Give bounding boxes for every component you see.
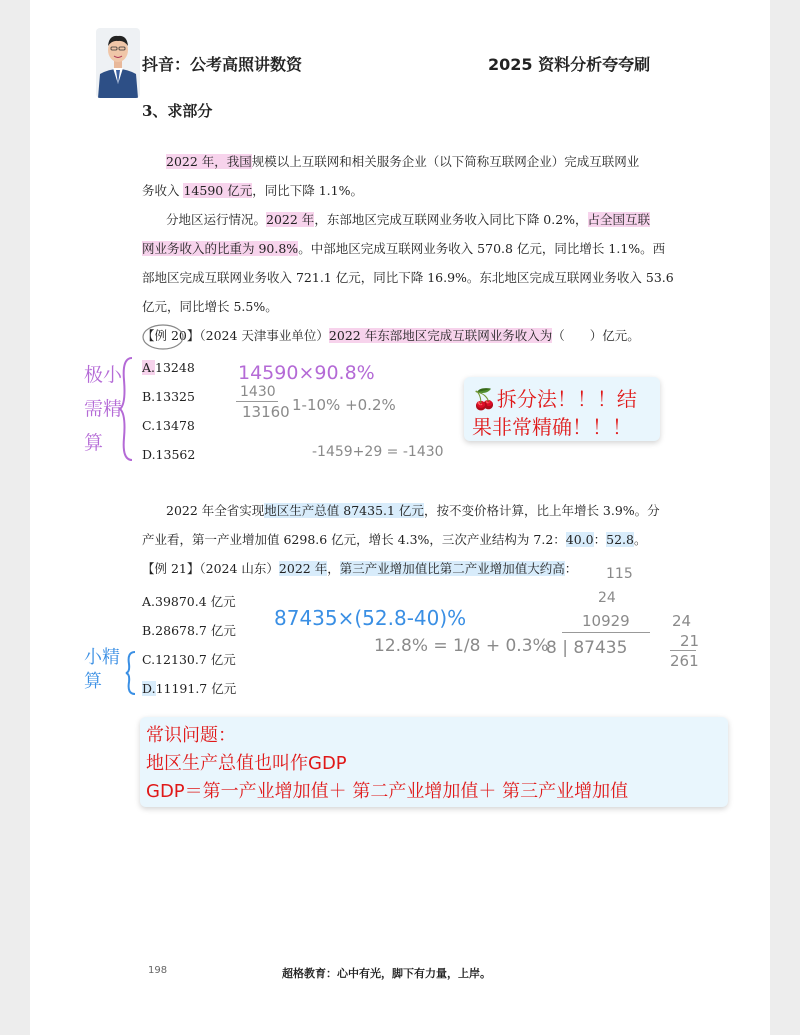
handwriting-calc-6: 87435×(52.8-40)% (274, 606, 467, 630)
passage2-line2 (142, 526, 647, 554)
highlight: 2022 年 (278, 561, 328, 576)
note1-line1: 🍒拆分法！！！结 (472, 387, 637, 411)
highlight: 14590 亿元 (183, 183, 253, 198)
circle-mark (140, 322, 190, 352)
handwriting-calc-5: -1459+29 = -1430 (312, 444, 444, 460)
passage1-line5: 部地区完成互联网业务收入 721.1 亿元，同比下降 16.9%。东北地区完成互联网业务收入 53.6 (142, 270, 674, 285)
note2-line3: GDP＝第一产业增加值＋ 第二产业增加值＋ 第三产业增加值 (146, 781, 629, 802)
text: 务收入 (142, 183, 184, 198)
text: （ ）亿元。 (552, 328, 640, 343)
text: 。中部地区完成互联网业务收入 570.8 亿元，同比增长 1.1%。西 (298, 241, 666, 256)
handwriting-side-note-1: 极小需精算 (84, 364, 123, 454)
handwriting-div-quotient: 10929 (582, 612, 630, 630)
underline (670, 650, 696, 651)
text: 13248 (155, 360, 195, 375)
text: 规模以上互联网和相关服务企业（以下简称互联网企业）完成互联网业 (251, 154, 640, 169)
highlight: 2022 年 (266, 212, 315, 227)
highlight: 2022 年东部地区完成互联网业务收入为 (328, 328, 553, 343)
author-avatar (96, 28, 140, 98)
answer-highlight: D. (142, 681, 156, 696)
passage1-line3 (166, 206, 650, 234)
passage1-line6: 亿元，同比增长 5.5%。 (142, 299, 278, 314)
note2-line2: 地区生产总值也叫作GDP (146, 753, 347, 774)
section-title: 3、求部分 (142, 102, 213, 120)
text: ： (564, 561, 578, 576)
highlight: 网业务收入的比重为 90.8% (142, 241, 299, 256)
text: 【例 21】（2024 山东） (142, 561, 279, 576)
question-20-option-d[interactable]: D.13562 (142, 447, 196, 462)
handwriting-right-3: 261 (670, 652, 699, 670)
text: ， (327, 561, 340, 576)
text: 。 (633, 532, 647, 547)
answer-highlight: A. (142, 360, 156, 375)
question-20-option-c[interactable]: C.13478 (142, 418, 195, 433)
passage2-line1 (166, 497, 660, 525)
text: ，按不变价格计算，比上年增长 3.9%。分 (423, 503, 660, 518)
handwriting-calc-4: 1-10% +0.2% (292, 396, 396, 414)
handwriting-calc-7: 12.8% = 1/8 + 0.3% (374, 636, 549, 656)
handwriting-calc-1: 14590×90.8% (238, 362, 375, 384)
highlight: 占全国互联 (587, 212, 651, 227)
handwriting-div-top1: 115 (606, 566, 633, 582)
handwriting-calc-2: 1430 (240, 384, 276, 400)
note1-line2: 果非常精确！！！ (472, 415, 632, 439)
page-number: 198 (148, 965, 168, 976)
footer-slogan: 超格教育：心中有光，脚下有力量，上岸。 (282, 967, 491, 980)
question-21-option-a[interactable]: A.39870.4 亿元 (142, 594, 236, 609)
passage1-line4 (142, 235, 665, 263)
question-21-option-d[interactable] (142, 679, 236, 697)
question-20-option-b[interactable]: B.13325 (142, 389, 195, 404)
text: ： (593, 532, 607, 547)
question-21-option-b[interactable]: B.28678.7 亿元 (142, 623, 236, 638)
tip-note-2 (140, 717, 728, 807)
question-20-stem (142, 322, 640, 350)
passage1-line1 (166, 148, 639, 176)
header-left-title: 抖音：公考高照讲数资 (142, 55, 303, 74)
text: 产业看，第一产业增加值 6298.6 亿元，增长 4.3%，三次产业结构为 7.2： (142, 532, 566, 547)
passage1-line2 (142, 177, 363, 205)
highlight: 52.8 (606, 532, 634, 547)
underline (236, 401, 278, 402)
handwriting-calc-3: 13160 (242, 403, 290, 421)
note2-line1: 常识问题： (146, 725, 236, 746)
handwriting-side-note-2: 小精算 (84, 647, 120, 692)
tip-note-1 (464, 377, 660, 441)
handwriting-right-2: 21 (680, 632, 700, 650)
text: ，同比下降 1.1%。 (252, 183, 363, 198)
highlight: 40.0 (565, 532, 594, 547)
question-21-option-c[interactable]: C.12130.7 亿元 (142, 652, 236, 667)
text: 11191.7 亿元 (155, 681, 237, 696)
handwriting-right-1: 24 (672, 612, 692, 630)
text: 分地区运行情况。 (166, 212, 267, 227)
division-bar (562, 632, 650, 633)
highlight: 第三产业增加值比第二产业增加值大约高 (339, 561, 565, 576)
question-21-stem (142, 555, 577, 583)
text: ，东部地区完成互联网业务收入同比下降 0.2%， (314, 212, 588, 227)
question-20-option-a[interactable] (142, 360, 195, 375)
brace-mark (124, 650, 138, 696)
header-right-title: 2025 资料分析夸夸刷 (488, 55, 651, 74)
text: 【例 20】（2024 天津事业单位） (142, 328, 329, 343)
handwriting-div-body: 8 | 87435 (546, 638, 628, 658)
highlight: 2022 年，我国 (166, 154, 252, 169)
brace-mark (118, 356, 138, 462)
highlight: 地区生产总值 87435.1 亿元 (264, 503, 424, 518)
handwriting-div-top2: 24 (598, 590, 616, 606)
text: 2022 年全省实现 (166, 503, 265, 518)
